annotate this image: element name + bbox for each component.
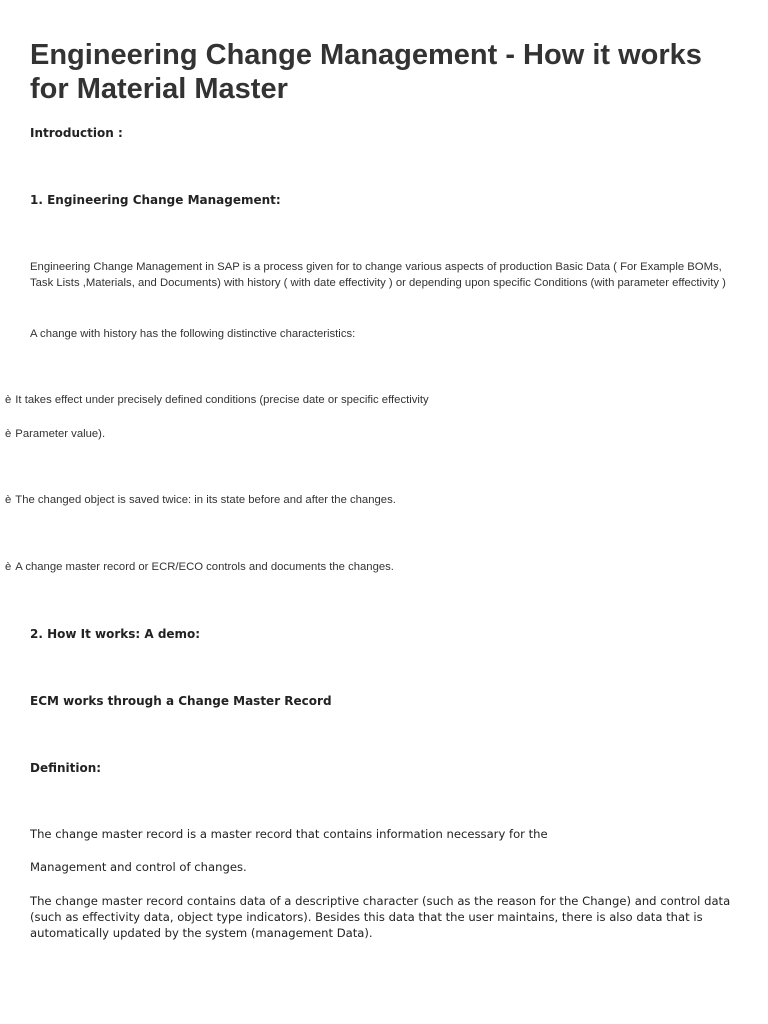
bullet-marker: è (5, 428, 12, 440)
bullet-marker: è (5, 561, 12, 573)
bullet-marker: è (5, 494, 12, 506)
introduction-heading: Introduction : (30, 126, 123, 140)
characteristics-intro: A change with history has the following distinctive characteristics: (30, 328, 356, 340)
section1-paragraph: Engineering Change Management in SAP is a process given for to change various aspects of production Basic Data ( For Example BOMs, Task Lists ,Materials, and Documents) with history ( with date effectivity ) or depending upon specific Conditions (with parameter effectivity ) (30, 261, 726, 289)
definition-heading: Definition: (30, 761, 102, 775)
bullet-text: The changed object is saved twice: in its state before and after the changes. (15, 494, 396, 506)
section2-heading: 2. How It works: A demo: (30, 627, 201, 641)
bullet-marker: è (5, 394, 12, 406)
bullet-text: Parameter value). (15, 428, 106, 440)
bullet-item (5, 426, 105, 442)
definition-line-2: Management and control of changes. (30, 860, 247, 874)
bullet-text: A change master record or ECR/ECO controls and documents the changes. (15, 561, 394, 573)
ecm-heading: ECM works through a Change Master Record (30, 694, 332, 708)
bullet-item (5, 559, 394, 575)
bullet-item (5, 492, 396, 508)
bullet-text: It takes effect under precisely defined conditions (precise date or specific effectivity (15, 394, 429, 406)
section1-heading: 1. Engineering Change Management: (30, 193, 281, 207)
definition-paragraph: The change master record contains data of a descriptive character (such as the reason for the Change) and control data (such as effectivity data, object type indicators). Besides this data that the user maintains, there is also data that is automatically updated by the system (management Data). (30, 894, 731, 940)
definition-line-1: The change master record is a master record that contains information necessary for the (30, 827, 548, 841)
document-title: Engineering Change Management - How it works for Material Master (30, 39, 702, 105)
bullet-item (5, 392, 429, 408)
